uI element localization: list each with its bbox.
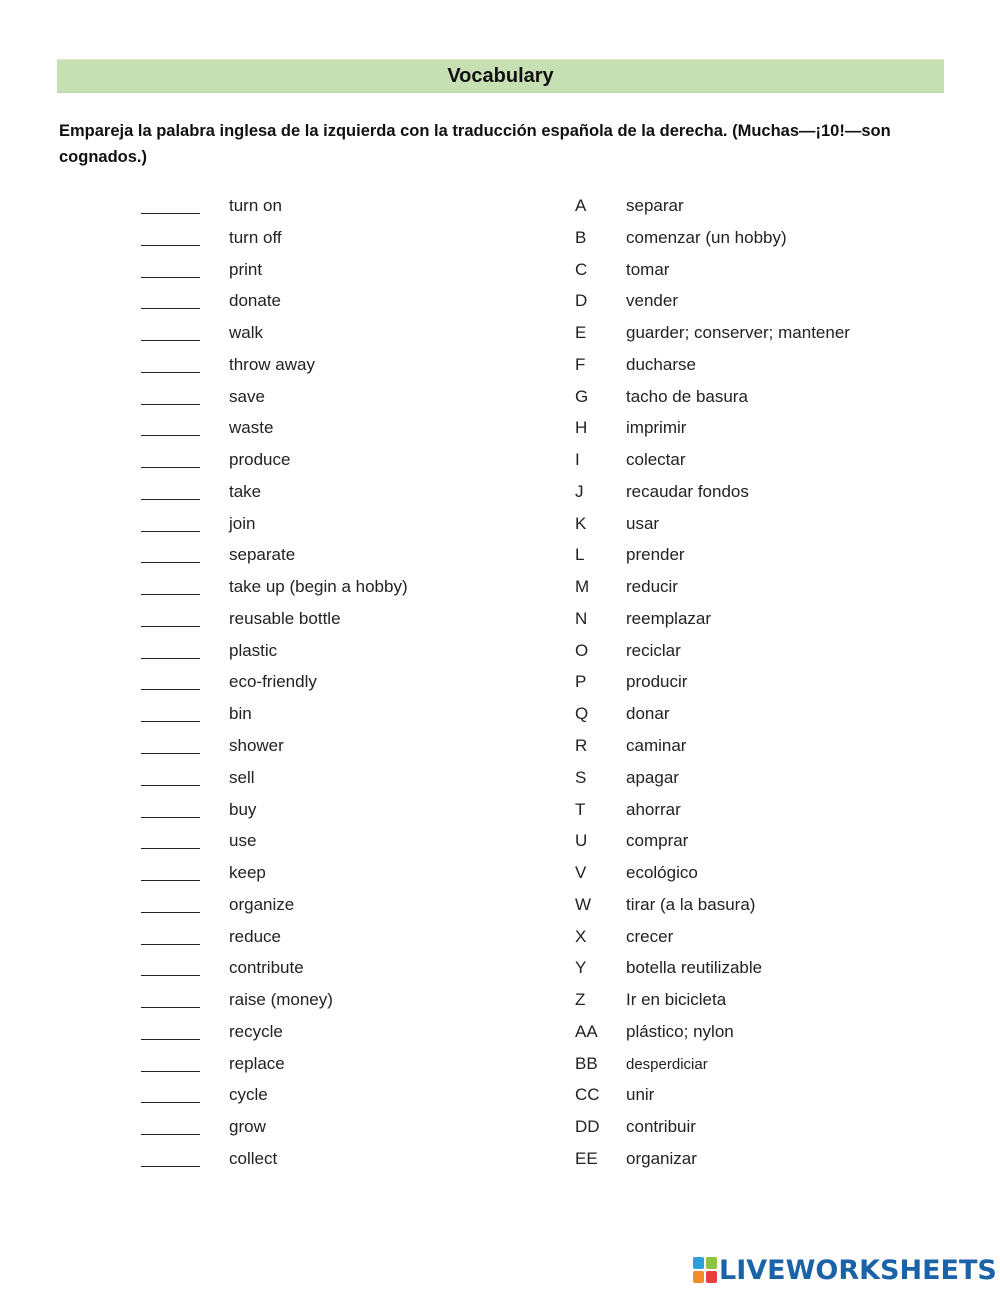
- english-word: cycle: [229, 1085, 268, 1105]
- spanish-translation: donar: [626, 704, 670, 724]
- spanish-translation: tirar (a la basura): [626, 894, 756, 914]
- english-word: grow: [229, 1117, 266, 1137]
- spanish-translation: tomar: [626, 259, 670, 279]
- vocab-row: [0, 827, 1000, 859]
- answer-blank[interactable]: [141, 404, 200, 405]
- spanish-translation: caminar: [626, 736, 687, 756]
- spanish-translation: colectar: [626, 450, 686, 470]
- liveworksheets-logo: [693, 1255, 997, 1285]
- spanish-translation: comprar: [626, 831, 689, 851]
- vocab-row: [0, 1113, 1000, 1145]
- vocab-row: [0, 764, 1000, 796]
- answer-blank[interactable]: [141, 1071, 200, 1072]
- english-word: waste: [229, 418, 274, 438]
- answer-blank[interactable]: [141, 1102, 200, 1103]
- instructions: Empareja la palabra inglesa de la izquierda con la traducción española de la derecha. (Muchas—¡10!—son cognados.): [59, 122, 891, 166]
- english-word: recycle: [229, 1021, 283, 1041]
- vocab-row: [0, 637, 1000, 669]
- vocab-row: [0, 796, 1000, 828]
- spanish-translation: separar: [626, 196, 684, 215]
- english-word: reusable bottle: [229, 608, 341, 628]
- spanish-translation: ahorrar: [626, 799, 681, 819]
- english-word: buy: [229, 799, 257, 819]
- option-letter: B: [575, 227, 587, 247]
- answer-blank[interactable]: [141, 562, 200, 563]
- option-letter: Y: [575, 958, 587, 978]
- english-word: eco-friendly: [229, 672, 317, 692]
- answer-blank[interactable]: [141, 785, 200, 786]
- vocab-row: [0, 414, 1000, 446]
- spanish-translation: prender: [626, 545, 685, 565]
- spanish-translation: Ir en bicicleta: [626, 990, 727, 1010]
- vocab-row: [0, 287, 1000, 319]
- spanish-translation: producir: [626, 672, 688, 692]
- answer-blank[interactable]: [141, 689, 200, 690]
- answer-blank[interactable]: [141, 1039, 200, 1040]
- liveworksheets-logo-icon: [693, 1257, 717, 1283]
- english-word: turn on: [229, 196, 282, 215]
- answer-blank[interactable]: [141, 277, 200, 278]
- option-letter: O: [575, 640, 589, 660]
- answer-blank[interactable]: [141, 308, 200, 309]
- option-letter: T: [575, 799, 586, 819]
- vocab-row: [0, 923, 1000, 955]
- option-letter: V: [575, 863, 587, 883]
- spanish-translation: guarder; conserver; mantener: [626, 323, 850, 343]
- option-letter: AA: [575, 1021, 598, 1041]
- option-letter: DD: [575, 1117, 600, 1137]
- vocab-row: [0, 700, 1000, 732]
- english-word: collect: [229, 1148, 278, 1168]
- spanish-translation: recaudar fondos: [626, 481, 749, 501]
- spanish-translation: ducharse: [626, 354, 696, 374]
- english-word: print: [229, 259, 263, 279]
- vocab-row: [0, 668, 1000, 700]
- english-word: produce: [229, 450, 291, 470]
- answer-blank[interactable]: [141, 1007, 200, 1008]
- option-letter: EE: [575, 1148, 598, 1168]
- spanish-translation: reemplazar: [626, 608, 712, 628]
- option-letter: M: [575, 577, 590, 597]
- option-letter: Q: [575, 704, 589, 724]
- answer-blank[interactable]: [141, 626, 200, 627]
- vocab-row: [0, 319, 1000, 351]
- english-word: take up (begin a hobby): [229, 577, 408, 597]
- vocab-row: [0, 510, 1000, 542]
- spanish-translation: organizar: [626, 1148, 697, 1168]
- spanish-translation: crecer: [626, 926, 674, 946]
- english-word: throw away: [229, 354, 315, 374]
- option-letter: G: [575, 386, 589, 406]
- option-letter: BB: [575, 1053, 598, 1073]
- option-letter: Z: [575, 990, 586, 1010]
- english-word: raise (money): [229, 990, 333, 1010]
- option-letter: W: [575, 894, 592, 914]
- english-word: sell: [229, 767, 255, 787]
- answer-blank[interactable]: [141, 499, 200, 500]
- logo-text: LIVEWORKSHEETS: [719, 1254, 997, 1286]
- option-letter: J: [575, 481, 584, 501]
- english-word: save: [229, 386, 265, 406]
- vocab-row: [0, 351, 1000, 383]
- vocab-row: [0, 478, 1000, 510]
- english-word: bin: [229, 704, 252, 724]
- option-letter: D: [575, 291, 588, 311]
- option-letter: P: [575, 672, 587, 692]
- english-word: walk: [229, 323, 264, 343]
- vocab-row: [0, 573, 1000, 605]
- title-bar: [57, 59, 944, 93]
- spanish-translation: ecológico: [626, 863, 698, 883]
- english-word: plastic: [229, 640, 278, 660]
- option-letter: N: [575, 608, 588, 628]
- answer-blank[interactable]: [141, 1166, 200, 1167]
- answer-blank[interactable]: [141, 213, 200, 214]
- vocab-row: [0, 1018, 1000, 1050]
- english-word: turn off: [229, 227, 282, 247]
- option-letter: U: [575, 831, 588, 851]
- answer-blank[interactable]: [141, 944, 200, 945]
- vocab-row: [0, 605, 1000, 637]
- option-letter: R: [575, 736, 588, 756]
- vocab-row: [0, 986, 1000, 1018]
- spanish-translation: usar: [626, 513, 660, 533]
- answer-blank[interactable]: [141, 245, 200, 246]
- vocab-row: [0, 383, 1000, 415]
- option-letter: I: [575, 450, 580, 470]
- english-word: take: [229, 481, 262, 501]
- option-letter: K: [575, 513, 587, 533]
- english-word: keep: [229, 863, 266, 883]
- spanish-translation: reciclar: [626, 640, 681, 660]
- option-letter: C: [575, 259, 588, 279]
- answer-blank[interactable]: [141, 753, 200, 754]
- vocab-row: [0, 732, 1000, 764]
- answer-blank[interactable]: [141, 467, 200, 468]
- spanish-translation: imprimir: [626, 418, 687, 438]
- answer-blank[interactable]: [141, 1134, 200, 1135]
- english-word: shower: [229, 736, 284, 756]
- vocab-row: [0, 1081, 1000, 1113]
- answer-blank[interactable]: [141, 435, 200, 436]
- spanish-translation: vender: [626, 291, 678, 311]
- option-letter: S: [575, 767, 587, 787]
- option-letter: E: [575, 323, 587, 343]
- vocabulary-list: [0, 192, 1000, 1177]
- english-word: use: [229, 831, 257, 851]
- option-letter: X: [575, 926, 587, 946]
- answer-blank[interactable]: [141, 658, 200, 659]
- vocab-row: [0, 1145, 1000, 1177]
- answer-blank[interactable]: [141, 880, 200, 881]
- answer-blank[interactable]: [141, 817, 200, 818]
- english-word: reduce: [229, 926, 281, 946]
- vocab-row: [0, 446, 1000, 478]
- option-letter: A: [575, 196, 587, 215]
- spanish-translation: contribuir: [626, 1117, 696, 1137]
- spanish-translation: comenzar (un hobby): [626, 227, 787, 247]
- option-letter: H: [575, 418, 588, 438]
- option-letter: CC: [575, 1085, 600, 1105]
- vocab-row: [0, 224, 1000, 256]
- vocab-row: [0, 859, 1000, 891]
- english-word: contribute: [229, 958, 304, 978]
- spanish-translation: apagar: [626, 767, 679, 787]
- option-letter: L: [575, 545, 585, 565]
- spanish-translation: plástico; nylon: [626, 1021, 734, 1041]
- english-word: separate: [229, 545, 296, 565]
- answer-blank[interactable]: [141, 975, 200, 976]
- option-letter: F: [575, 354, 586, 374]
- vocab-row: [0, 1050, 1000, 1082]
- vocab-row: [0, 891, 1000, 923]
- page-title: Vocabulary: [447, 64, 554, 87]
- answer-blank[interactable]: [141, 721, 200, 722]
- spanish-translation: reducir: [626, 577, 678, 597]
- answer-blank[interactable]: [141, 594, 200, 595]
- spanish-translation: unir: [626, 1085, 655, 1105]
- english-word: join: [229, 513, 256, 533]
- answer-blank[interactable]: [141, 340, 200, 341]
- vocab-row: [0, 192, 1000, 224]
- vocab-row: [0, 541, 1000, 573]
- answer-blank[interactable]: [141, 848, 200, 849]
- english-word: organize: [229, 894, 295, 914]
- vocab-row: [0, 256, 1000, 288]
- vocab-row: [0, 954, 1000, 986]
- english-word: donate: [229, 291, 281, 311]
- answer-blank[interactable]: [141, 372, 200, 373]
- spanish-translation: tacho de basura: [626, 386, 748, 406]
- english-word: replace: [229, 1053, 285, 1073]
- spanish-translation: desperdiciar: [626, 1055, 708, 1073]
- answer-blank[interactable]: [141, 531, 200, 532]
- answer-blank[interactable]: [141, 912, 200, 913]
- spanish-translation: botella reutilizable: [626, 958, 763, 978]
